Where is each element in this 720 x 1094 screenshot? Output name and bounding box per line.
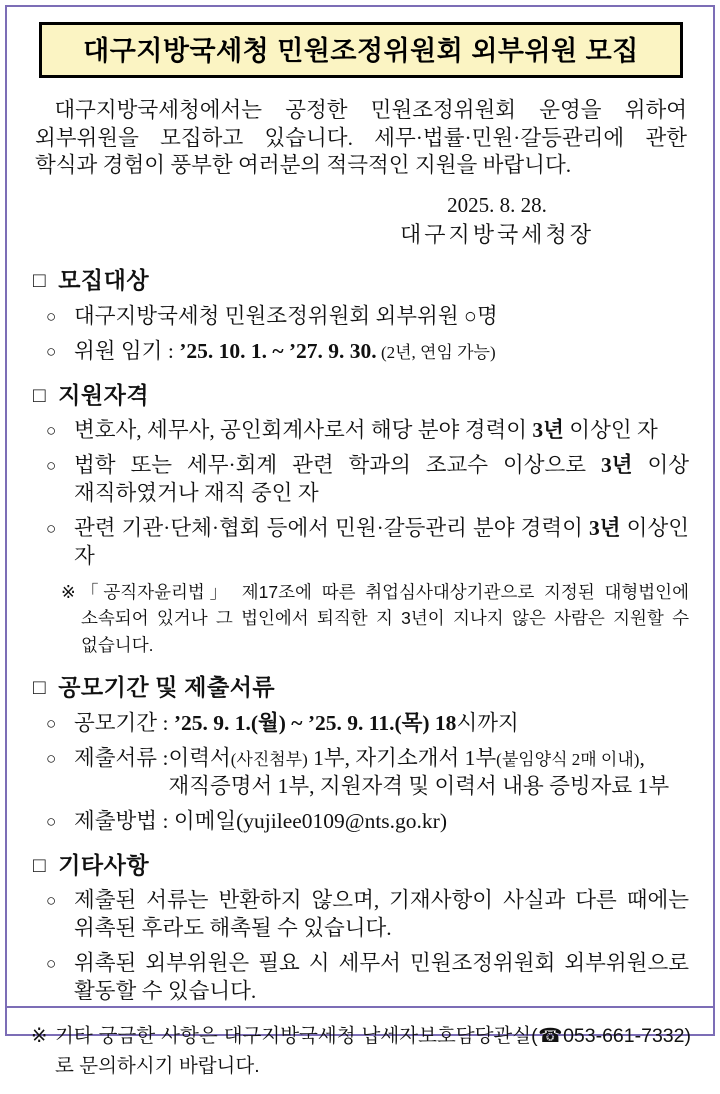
application-period: 공모기간 : ’25. 9. 1.(월) ~ ’25. 9. 11.(목) 18시까지 (74, 710, 519, 735)
list-item (46, 745, 689, 801)
signer-name: 대구지방국세청장 (399, 221, 595, 247)
document-body (7, 7, 713, 1006)
eligibility-item-3: 관련 기관·단체·협회 등에서 민원·갈등관리 분야 경력이 3년 이상인 자 (74, 516, 689, 569)
circle-bullet-icon: ○ (46, 748, 57, 768)
list-item (46, 452, 689, 508)
circle-bullet-icon: ○ (46, 811, 57, 831)
circle-bullet-icon: ○ (46, 421, 57, 441)
documents-line-2: 재직증명서 1부, 지원자격 및 이력서 내용 증빙자료 1부 (168, 773, 670, 798)
list-item (46, 808, 689, 836)
eligibility-item-1: 변호사, 세무사, 공인회계사로서 해당 분야 경력이 3년 이상인 자 (74, 418, 658, 443)
circle-bullet-icon: ○ (46, 519, 57, 539)
phone-icon: ☎ (537, 1025, 564, 1048)
misc-item-1: 제출된 서류는 반환하지 않으며, 기재사항이 사실과 다른 때에는 위촉된 후라도 해촉될 수 있습니다. (74, 888, 689, 941)
restriction-note-text: 「공직자윤리법」 제17조에 따른 취업심사대상기관으로 지정된 대형법인에 소속되어 있거나 그 법인에서 퇴직한 지 3년이 지나지 않은 사람은 지원할 수 없습니다. (81, 582, 689, 655)
section-heading-eligibility (33, 381, 689, 411)
section-heading-label: 지원자격 (58, 382, 150, 408)
title-banner (39, 22, 683, 78)
square-bullet-icon: □ (33, 852, 47, 877)
square-bullet-icon: □ (33, 382, 47, 407)
list-item (46, 710, 689, 738)
section-heading-label: 공모기간 및 제출서류 (58, 674, 276, 700)
section-miscellaneous (33, 851, 689, 1007)
term-label: 위원 임기 : (74, 338, 180, 363)
misc-item-2: 위촉된 외부위원은 필요 시 세무서 민원조정위원회 외부위원으로 활동할 수 있습니다. (74, 951, 689, 1004)
footer-contact (7, 1006, 713, 1093)
circle-bullet-icon: ○ (46, 713, 57, 733)
term-text (74, 338, 689, 366)
circle-bullet-icon: ○ (46, 954, 57, 974)
target-members-text: 대구지방국세청 민원조정위원회 외부위원 ○명 (74, 303, 498, 328)
circle-bullet-icon: ○ (46, 306, 57, 326)
documents-line-1: 이력서(사진첨부) 1부, 자기소개서 1부(붙임양식 2매 이내), (168, 745, 645, 770)
section-recruit-target (33, 266, 689, 366)
section-heading-miscellaneous (33, 851, 689, 881)
page-title: 대구지방국세청 민원조정위원회 외부위원 모집 (83, 36, 639, 66)
square-bullet-icon: □ (33, 267, 47, 292)
section-eligibility (33, 381, 689, 658)
intro-paragraph: 대구지방국세청에서는 공정한 민원조정위원회 운영을 위하여 외부위원을 모집하고 있습니다. 세무·법률·민원·갈등관리에 관한 학식과 경험이 풍부한 여러분의 적극적인 지원을 바랍니다. (35, 98, 687, 178)
signature-block (347, 191, 647, 251)
list-item (46, 950, 689, 1006)
circle-bullet-icon: ○ (46, 891, 57, 911)
contact-text: 기타 궁금한 사항은 대구지방국세청 납세자보호담당관실(☎053-661-7332)로 문의하시기 바랍니다. (55, 1025, 691, 1078)
eligibility-item-2: 법학 또는 세무·회계 관련 학과의 조교수 이상으로 3년 이상 재직하였거나 재직 중인 자 (74, 453, 689, 506)
reference-mark-icon: ※ (31, 1025, 48, 1048)
section-heading-recruit-target (33, 266, 689, 296)
section-heading-label: 모집대상 (58, 267, 150, 293)
section-application (33, 673, 689, 836)
documents-label: 제출서류 : (74, 745, 169, 770)
notice-date: 2025. 8. 28. (447, 192, 547, 217)
section-heading-label: 기타사항 (58, 852, 150, 878)
method-label: 제출방법 : (74, 808, 174, 833)
list-item (46, 515, 689, 571)
footer-row (31, 1021, 691, 1081)
square-bullet-icon: □ (33, 674, 47, 699)
submission-method (74, 808, 689, 836)
term-note: (2년, 연임 가능) (376, 342, 496, 362)
list-item (46, 417, 689, 445)
period-dates: ’25. 9. 1.(월) ~ ’25. 9. 11.(목) 18 (173, 710, 457, 735)
reference-mark-icon: ※ (61, 582, 76, 603)
documents-list (168, 745, 689, 801)
page-border-frame (5, 5, 715, 1078)
term-dates: ’25. 10. 1. ~ ’27. 9. 30. (179, 338, 377, 363)
list-item (46, 338, 689, 366)
section-heading-application (33, 673, 689, 703)
circle-bullet-icon: ○ (46, 456, 57, 476)
period-label: 공모기간 : (74, 710, 174, 735)
circle-bullet-icon: ○ (46, 341, 57, 361)
list-item (46, 887, 689, 943)
eligibility-restriction-note (61, 579, 689, 658)
submission-email: 이메일(yujilee0109@nts.go.kr) (173, 808, 447, 833)
contact-phone-number: 053-661-7332 (563, 1025, 685, 1048)
list-item (46, 303, 689, 331)
